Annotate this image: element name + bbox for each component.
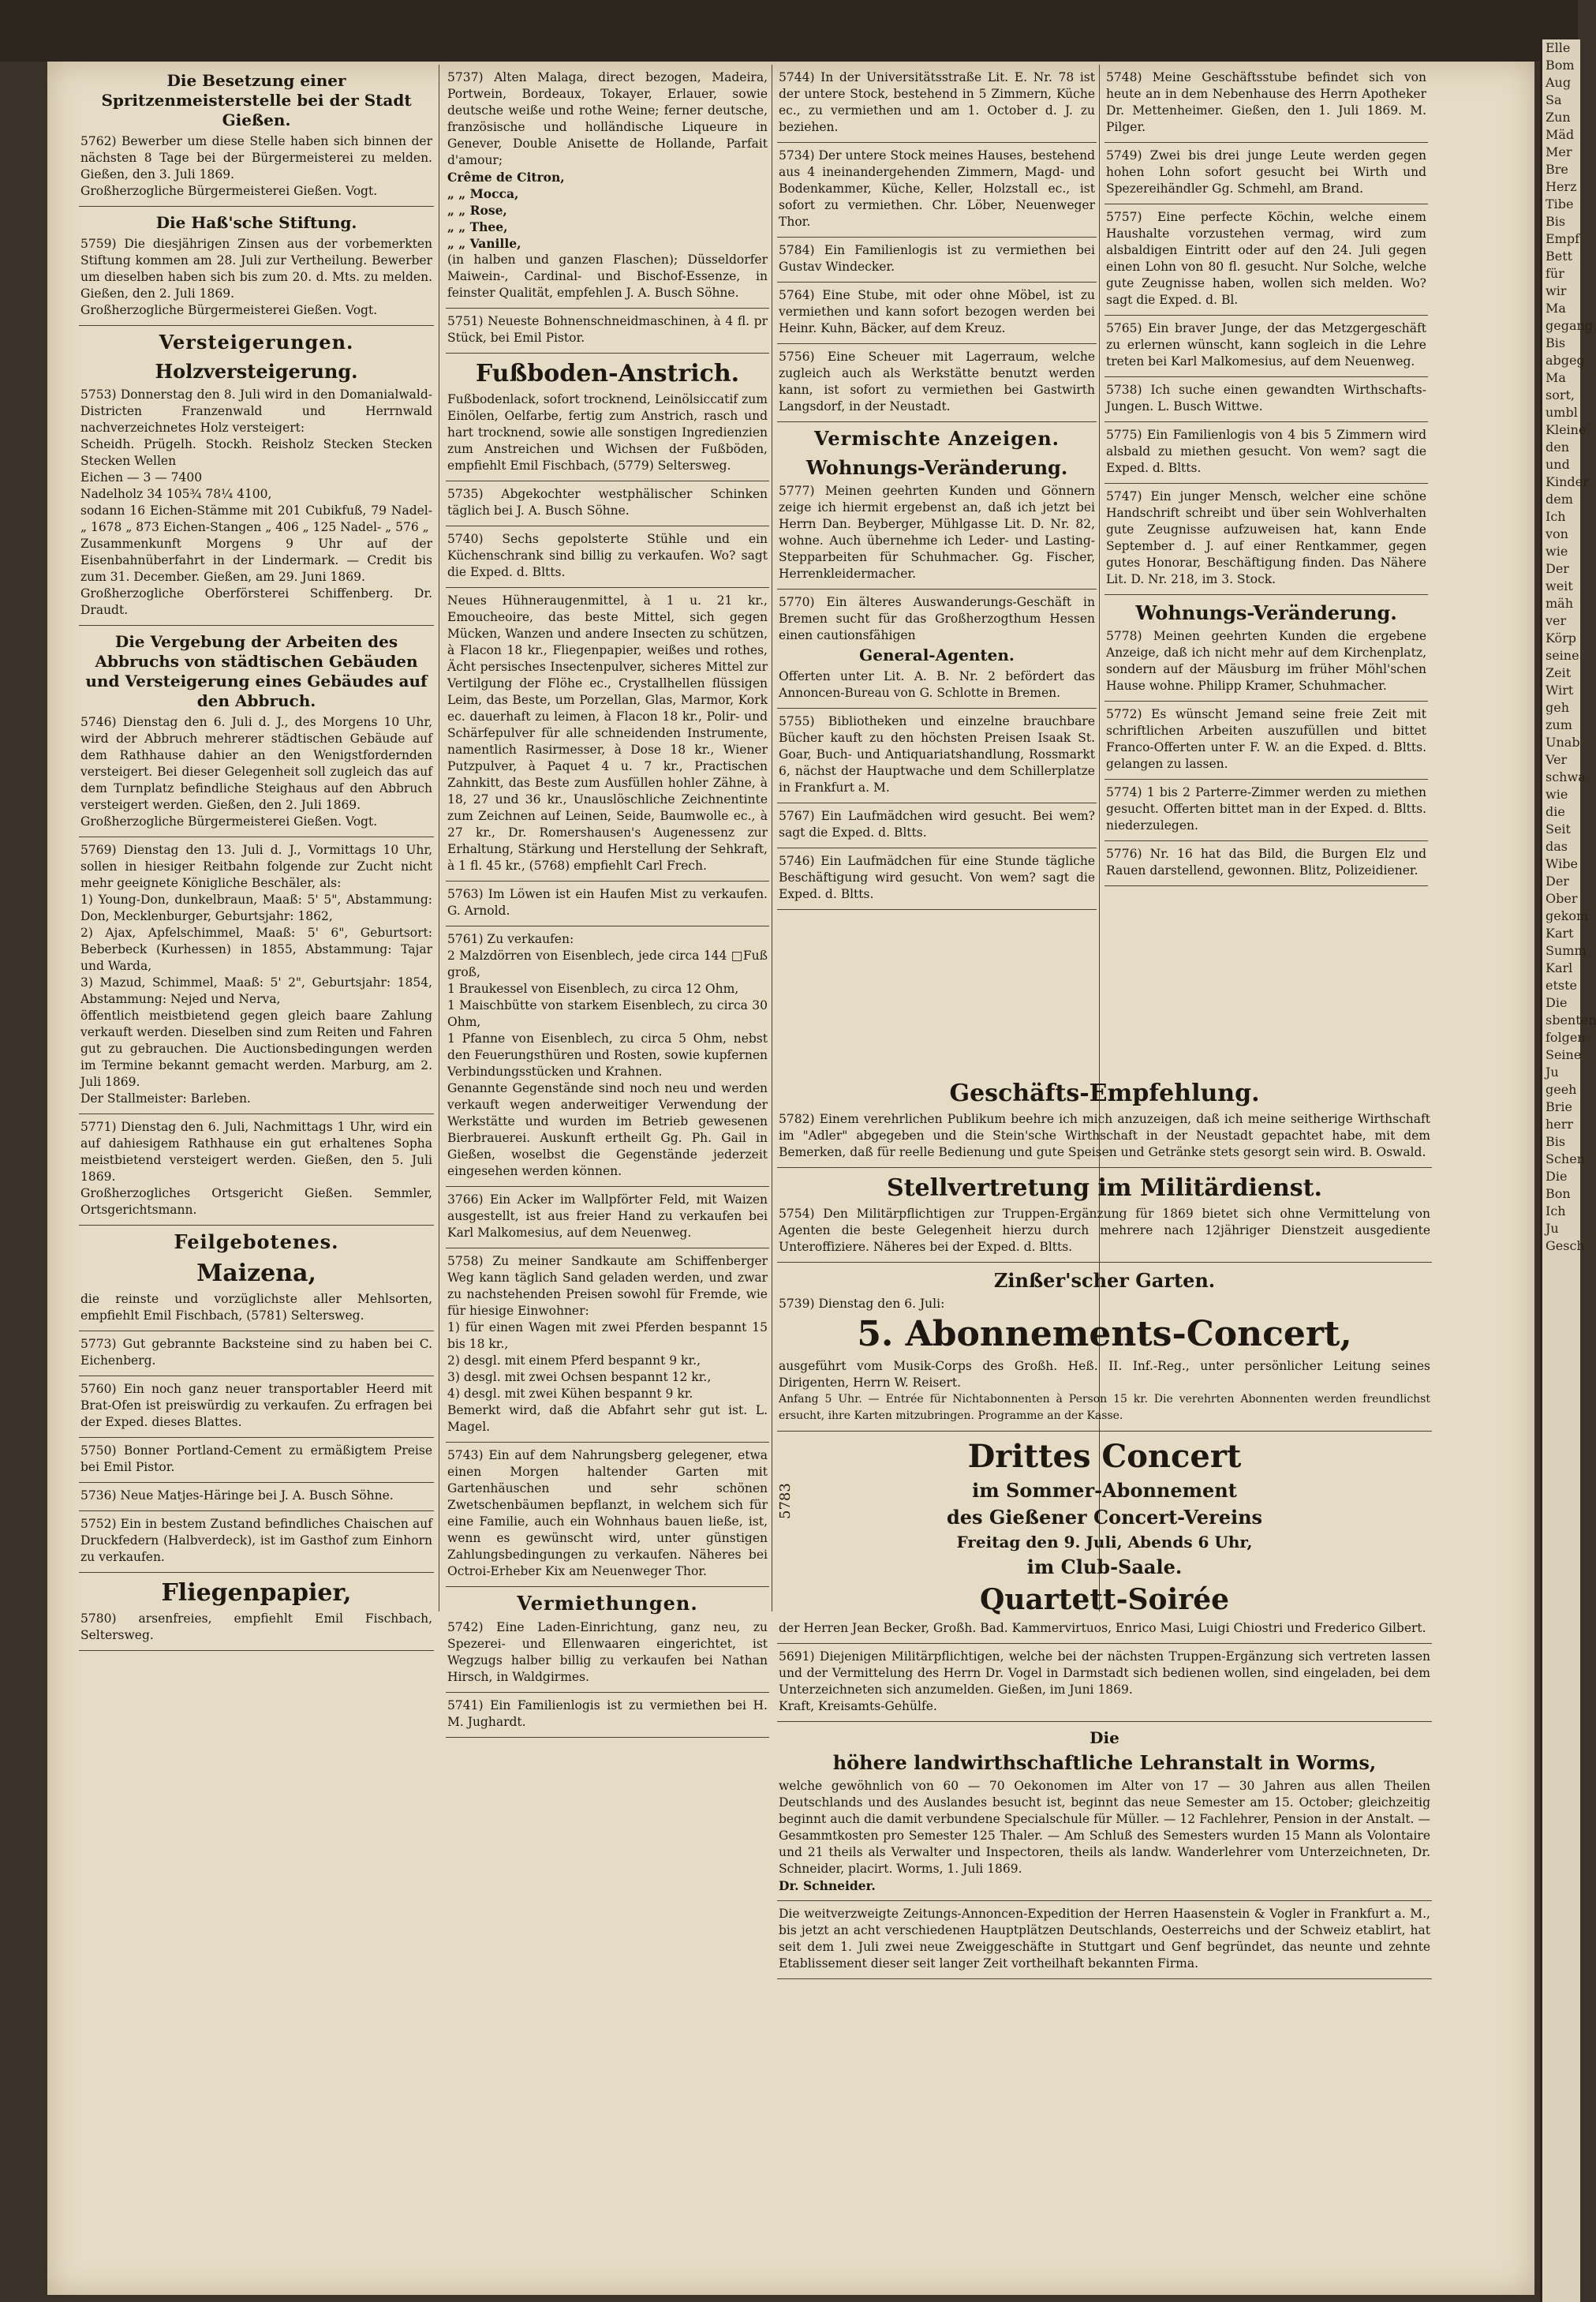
ad-chaischen xyxy=(79,1511,434,1573)
ad-geschaefts-empfehlung xyxy=(777,1073,1432,1168)
notice-text: 5746) Dienstag den 6. Juli d. J., des Morgens 10 Uhr, wird der Abbruch mehrerer städtischen Gebäude auf dem Rathhause dahier an den Wenigstfordernden versteigert. Bei dieser Gelegenheit soll zugleich das auf dem Turnplatz befindliche Steighaus auf den Abbruch versteigert werden. Gießen, den 2. Juli 1869. xyxy=(80,715,432,812)
adjacent-page-fragment: Elle xyxy=(1546,40,1571,55)
adjacent-page-fragment: Bis xyxy=(1546,1134,1566,1149)
adjacent-page-fragment: etste xyxy=(1546,978,1578,993)
ad-text: 5764) Eine Stube, mit oder ohne Möbel, ist zu vermiethen und kann sofort bezogen werden bei Heinr. Kuhn, Bäcker, auf dem Kreuz. xyxy=(779,288,1095,335)
adjacent-page-fragment: Der xyxy=(1546,561,1569,576)
ad-signature: Dr. Schneider. xyxy=(779,1878,876,1893)
adjacent-page-fragment: Sa xyxy=(1546,92,1562,107)
notice-title: Die Besetzung einer Spritzenmeisterstelle bei der Stadt Gießen. xyxy=(101,71,412,129)
ad-text: 5742) Eine Laden-Einrichtung, ganz neu, zu Spezerei- und Ellenwaaren eingerichtet, ist Wegzugs halber billig zu verkaufen bei Nathan Hirsch, in Waldgirmes. xyxy=(447,1620,768,1684)
ad-mist xyxy=(446,881,769,926)
ad-abonnements-concert xyxy=(777,1263,1432,1432)
adjacent-page-fragment: Mer xyxy=(1546,144,1572,159)
column-2 xyxy=(446,65,769,2219)
list-item: 2 Malzdörren von Eisenblech, jede circa 144 □Fuß groß, xyxy=(447,949,768,979)
adjacent-page-fragment: das xyxy=(1546,839,1568,854)
notice-text: 5771) Dienstag den 6. Juli, Nachmittags 1 Uhr, wird ein auf dahiesigem Rathhause ein gut erhaltenes Sopha meistbietend versteigert werden. Gießen, den 5. Juli 1869. xyxy=(80,1120,432,1184)
adjacent-page-fragment: ver xyxy=(1546,613,1567,628)
ad-haeringe xyxy=(79,1483,434,1511)
ad-untere-stock xyxy=(777,143,1097,238)
ad-text: 5765) Ein braver Junge, der das Metzgergeschäft zu erlernen wünscht, kann sogleich in die Lehre treten bei Karl Malkomesius, auf dem Neuenweg. xyxy=(1106,321,1426,369)
notice-signature: Großherzogliche Oberförsterei Schiffenberg. Dr. Draudt. xyxy=(80,586,432,617)
ad-bibliotheken xyxy=(777,709,1097,803)
adjacent-page-fragment: Gesch xyxy=(1546,1238,1585,1253)
ad-text: welche gewöhnlich von 60 — 70 Oekonomen im Alter von 17 — 30 Jahren aus allen Theilen Deutschlands und des Auslandes besucht ist, beginnt das neue Semester am 15. October; gleichzeitig beginnt auch die damit verbundene Specialschule für Müller. — 12 Fachlehrer, Pension in der Anstalt. — Gesammtkosten pro Semester 125 Thaler. — Am Schluß des Semesters wurden 15 Mann als Volontaire und 21 theils als Verwalter und Inspectoren, theils als landw. Wanderlehrer vom Unterzeichneten, Dr. Schneider, placirt. Worms, 1. Juli 1869. xyxy=(779,1779,1430,1876)
adjacent-page-fragment: Herz xyxy=(1546,179,1577,194)
adjacent-page-fragment: Bre xyxy=(1546,162,1568,177)
ad-drittes-concert xyxy=(777,1432,1432,1644)
notice-abbruch xyxy=(79,626,434,837)
ad-text: 5737) Alten Malaga, direct bezogen, Madeira, Portwein, Bordeaux, Tokayer, Erlauer, sowie deutsche weiße und rothe Weine; ferner deutsche, französische und holländische Liqueure in Genever, Double Anisette de Hollande, Parfait d'amour; xyxy=(447,70,768,167)
ad-title: Wohnungs-Veränderung. xyxy=(1135,601,1397,624)
notice-signature: Der Stallmeister: Barleben. xyxy=(80,1091,251,1106)
ad-text: 5741) Ein Familienlogis ist zu vermiethen bei H. M. Jughardt. xyxy=(447,1698,768,1729)
ad-text: 5735) Abgekochter westphälischer Schinken täglich bei J. A. Busch Söhne. xyxy=(447,487,768,518)
ad-text: 5775) Ein Familienlogis von 4 bis 5 Zimmern wird alsbald zu miethen gesucht. Von wem? sagt die Exped. d. Bltts. xyxy=(1106,428,1426,475)
timber-table-row: sodann 16 Eichen-Stämme mit 201 Cubikfuß, 79 Nadel- „ 1678 „ 873 Eichen-Stangen „ 406 „ 125 Nadel- „ 576 „ xyxy=(80,503,432,534)
adjacent-page-fragment: Summ xyxy=(1546,943,1587,958)
ad-text: 5736) Neue Matjes-Häringe bei J. A. Busch Söhne. xyxy=(80,1488,394,1503)
ad-text: die reinste und vorzüglichste aller Mehlsorten, empfiehlt Emil Fischbach, (5781) Seltersweg. xyxy=(80,1292,432,1323)
ad-text: 5750) Bonner Portland-Cement zu ermäßigtem Preise bei Emil Pistor. xyxy=(80,1443,432,1474)
ad-text: 5763) Im Löwen ist ein Haufen Mist zu verkaufen. G. Arnold. xyxy=(447,887,768,918)
adjacent-page-fragment: folgen xyxy=(1546,1030,1586,1045)
ad-text: Fußbodenlack, sofort trocknend, Leinölsiccatif zum Einölen, Oelfarbe, fertig zum Anstrich, rasch und hart trocknend, sowie alle sonstigen Ingredienzien zum Anstreichen und Wichsen der Fußböden, empfiehlt Emil Fischbach, (5779) Seltersweg. xyxy=(447,392,768,473)
adjacent-page-fragment: wie xyxy=(1546,787,1568,802)
adjacent-page-fragment: die xyxy=(1546,804,1565,819)
column-4 xyxy=(1104,65,1428,1091)
ad-heerd xyxy=(79,1376,434,1438)
adjacent-page-fragment: Zun xyxy=(1546,110,1571,125)
ad-text: 5774) 1 bis 2 Parterre-Zimmer werden zu miethen gesucht. Offerten bittet man in der Exped. d. Bltts. niederzulegen. xyxy=(1106,785,1426,833)
adjacent-page-fragment: Ich xyxy=(1546,1203,1566,1218)
notice-title: Holzversteigerung. xyxy=(155,360,358,383)
ad-text: 5748) Meine Geschäftsstube befindet sich von heute an in dem Nebenhause des Herrn Apotheker Dr. Mettenheimer. Gießen, den 1. Juli 1869. M. Pilger. xyxy=(1106,70,1426,134)
ad-metzger xyxy=(1104,316,1428,377)
list-item: 1 Pfanne von Eisenblech, zu circa 5 Ohm, nebst den Feuerungsthüren und Rosten, sowie kupfernen Verbindungsstücken und Krahnen. xyxy=(447,1031,768,1079)
ad-text: 5758) Zu meiner Sandkaute am Schiffenberger Weg kann täglich Sand geladen werden, und zwar zu nachstehenden Preisen sowohl für Fremde, wie für hiesige Einwohner: xyxy=(447,1254,768,1318)
ad-frech xyxy=(446,588,769,881)
ad-text: 5734) Der untere Stock meines Hauses, bestehend aus 4 ineinandergehenden Zimmern, Magd- und Bodenkammer, Küche, Keller, Holzstall ec., ist sofort zu vermiethen. Chr. Löber, Neuenweger Thor. xyxy=(779,148,1095,229)
concert-date: Dienstag den 6. Juli: xyxy=(818,1297,945,1311)
ad-text: Die weitverzweigte Zeitungs-Annoncen-Expedition der Herren Haasenstein & Vogler in Frankfurt a. M., bis jetzt an acht verschiedenen Hauptplätzen Deutschlands, Oesterreichs und der Schweiz etablirt, hat seit dem 1. Juli zwei neue Zweiggeschäfte in Stuttgart und Genf begründet, das neunte und zehnte Etablissement dieser seit langer Zeit vortheilhaft bekannten Firma. xyxy=(779,1907,1430,1971)
ad-scheuer xyxy=(777,344,1097,422)
adjacent-page-fragment: Empf xyxy=(1546,231,1580,246)
ad-windecker xyxy=(777,238,1097,283)
adjacent-page-fragment: sbenten xyxy=(1546,1013,1596,1027)
section-heading-vermischte: Vermischte Anzeigen. xyxy=(813,427,1060,450)
adjacent-page-fragment: wir xyxy=(1546,283,1567,298)
ad-title: Maizena, xyxy=(196,1260,316,1287)
ad-schmehl xyxy=(1104,143,1428,204)
list-item: „ „ Rose, xyxy=(447,203,507,218)
notice-text: Zusammenkunft Morgens 9 Uhr auf der Eisenbahnüberfahrt in der Lindermark. — Credit bis zum 31. December. Gießen, am 29. Juni 1869. xyxy=(80,537,432,584)
list-item: 1 Maischbütte von starkem Eisenblech, zu circa 30 Ohm, xyxy=(447,998,768,1029)
ad-fliegenpapier xyxy=(79,1573,434,1651)
ad-text: 5761) Zu verkaufen: xyxy=(447,932,574,946)
adjacent-page-fragment: Bett xyxy=(1546,249,1573,264)
column-3 xyxy=(777,65,1097,1091)
ad-text: 5740) Sechs gepolsterte Stühle und ein Küchenschrank sind billig zu verkaufen. Wo? sagt die Exped. d. Bltts. xyxy=(447,532,768,579)
page-number: 5783 xyxy=(777,1483,794,1519)
ad-text: 5777) Meinen geehrten Kunden und Gönnern zeige ich hiermit ergebenst an, daß ich jetzt bei Herrn Dan. Beyberger, Mühlgasse Lit. D. Nr. 82, wohne. Auch übernehme ich Leder- und Lasting-Stepparbeiten für Schuhmacher. Gg. Fischer, Herrenkleidermacher. xyxy=(779,484,1095,581)
ad-stube xyxy=(777,283,1097,344)
list-item: „ „ Thee, xyxy=(447,219,508,234)
ad-brauerei xyxy=(446,926,769,1187)
adjacent-page-fragment: Bis xyxy=(1546,335,1566,350)
wide-ads-block xyxy=(777,1073,1432,1979)
ad-universitaet xyxy=(777,65,1097,143)
ad-text: 5784) Ein Familienlogis ist zu vermiethen bei Gustav Windecker. xyxy=(779,243,1095,274)
notice-signature: Großherzogliches Ortsgericht Gießen. Semmler, Ortsgerichtsmann. xyxy=(80,1186,432,1217)
ad-laufmaedchen-1 xyxy=(777,803,1097,848)
adjacent-page-fragment: seine xyxy=(1546,648,1579,663)
ad-title: höhere landwirthschaftliche Lehranstalt in Worms, xyxy=(832,1751,1377,1774)
adjacent-page-fragment: Kart xyxy=(1546,926,1574,941)
concert-date: Freitag den 9. Juli, Abends 6 Uhr, xyxy=(956,1533,1253,1552)
notice-text: 5759) Die diesjährigen Zinsen aus der vorbemerkten Stiftung kommen am 28. Juli zur Vertheilung. Bewerber um dieselben haben sich bis zum 20. d. Mts. zu melden. Gießen, den 2. Juli 1869. xyxy=(80,237,432,301)
ad-text: 5746) Ein Laufmädchen für eine Stunde tägliche Beschäftigung wird gesucht. Von wem? sagt die Exped. d. Bltts. xyxy=(779,854,1095,901)
adjacent-page-fragment: für xyxy=(1546,266,1564,281)
notice-hass-stiftung xyxy=(79,207,434,326)
ad-text: 5738) Ich suche einen gewandten Wirthschafts-Jungen. L. Busch Wittwe. xyxy=(1106,383,1426,414)
ad-pilger xyxy=(1104,65,1428,143)
ad-title: Fliegenpapier, xyxy=(161,1579,352,1607)
adjacent-page-fragment: Bon xyxy=(1546,1186,1571,1201)
ad-text: 5749) Zwei bis drei junge Leute werden gegen hohen Lohn sofort gesucht bei Wirth und Spezereihändler Gg. Schmehl, am Brand. xyxy=(1106,148,1426,196)
ad-title: Zinßer'scher Garten. xyxy=(993,1269,1216,1292)
adjacent-page-fragment: Wibe xyxy=(1546,856,1578,871)
ad-text: 5780) arsenfreies, empfiehlt Emil Fischbach, Seltersweg. xyxy=(80,1611,432,1642)
notice-title: Die Vergebung der Arbeiten des Abbruchs von städtischen Gebäuden und Versteigerung eines Gebäudes auf den Abbruch. xyxy=(85,632,428,710)
list-item: 2) desgl. mit einem Pferd bespannt 9 kr., xyxy=(447,1353,701,1368)
ad-stuehle xyxy=(446,526,769,588)
ad-maizena xyxy=(79,1253,434,1331)
ad-fussboden xyxy=(446,354,769,481)
ad-koechin xyxy=(1104,204,1428,316)
ad-familienlogis-gesucht xyxy=(1104,422,1428,484)
scan-border xyxy=(0,0,1578,62)
list-item: 1) für einen Wagen mit zwei Pferden bespannt 15 bis 18 kr., xyxy=(447,1320,768,1351)
adjacent-page-fragment: Tibe xyxy=(1546,197,1574,211)
notice-text: 5762) Bewerber um diese Stelle haben sich binnen der nächsten 8 Tage bei der Bürgermeisterei zu melden. Gießen, den 3. Juli 1869. xyxy=(80,134,432,182)
adjacent-page-fragment: Schen xyxy=(1546,1151,1585,1166)
adjacent-page-fragment: zum xyxy=(1546,717,1572,732)
ad-text: 5754) Den Militärpflichtigen zur Truppen-Ergänzung für 1869 bietet sich ohne Vermittelung von Agenten die beste Gelegenheit hierzu durch mehrere nach 12jähriger Dienstzeit ausgediente Unteroffiziere. Näheres bei der Exped. d. Bltts. xyxy=(779,1207,1430,1254)
concert-title: Drittes Concert xyxy=(967,1438,1242,1475)
adjacent-page-fragment: Kinder xyxy=(1546,474,1589,489)
adjacent-page-fragment: Ma xyxy=(1546,370,1566,385)
ad-text: 5757) Eine perfecte Köchin, welche einem Haushalte vorzustehen vermag, wird zum alsbaldigen Eintritt oder auf den 24. Juli gegen einen Lohn von 80 fl. gesucht. Nur Solche, welche gute Zeugnisse haben, wollen sich melden. Wo? sagt die Exped. d. Bl. xyxy=(1106,210,1426,307)
adjacent-page-fragment: gegang xyxy=(1546,318,1594,333)
adjacent-page-fragment: Wirt xyxy=(1546,683,1574,698)
ad-text: 5776) Nr. 16 hat das Bild, die Burgen Elz und Rauen darstellend, gewonnen. Blitz, Polizeidiener. xyxy=(1106,847,1426,878)
adjacent-page-fragment: Unab xyxy=(1546,735,1580,750)
list-item: 1 Braukessel von Eisenblech, zu circa 12 Ohm, xyxy=(447,982,739,996)
concert-subtitle: im Sommer-Abonnement xyxy=(972,1479,1237,1502)
ad-text: 5770) Ein älteres Auswanderungs-Geschäft in Bremen sucht für das Großherzogthum Hessen einen cautionsfähigen xyxy=(779,595,1095,642)
ad-text: 5772) Es wünscht Jemand seine freie Zeit mit schriftlichen Arbeiten auszufüllen und bittet Franco-Offerten unter F. W. an die Exped. d. Bltts. gelangen zu lassen. xyxy=(1106,707,1426,771)
adjacent-page-fragment: Die xyxy=(1546,995,1568,1010)
adjacent-page-fragment: den xyxy=(1546,440,1570,455)
adjacent-page-fragment: Seine xyxy=(1546,1047,1582,1062)
adjacent-page-fragment: sort, xyxy=(1546,387,1575,402)
ad-schriftliche-arbeiten xyxy=(1104,702,1428,780)
ad-title: General-Agenten. xyxy=(859,646,1015,664)
ad-title: Wohnungs-Veränderung. xyxy=(805,456,1068,479)
adjacent-page-fragment: Bis xyxy=(1546,214,1566,229)
notice-signature: Großherzogliche Bürgermeisterei Gießen. Vogt. xyxy=(80,814,378,829)
ad-laufmaedchen-2 xyxy=(777,848,1097,910)
concert-subtitle: des Gießener Concert-Vereins xyxy=(946,1506,1263,1529)
ad-number: 5739) xyxy=(779,1297,815,1311)
timber-table-row: Eichen — 3 — 7400 xyxy=(80,470,203,485)
notice-text: öffentlich meistbietend gegen gleich baare Zahlung verkauft werden. Dieselben sind zum Reiten und Fahren gut zu gebrauchen. Die Auctionsbedingungen werden im Termine bekannt gemacht werden. Marburg, am 2. Juli 1869. xyxy=(80,1009,432,1089)
adjacent-page-fragment: herr xyxy=(1546,1117,1574,1132)
ad-junger-mensch xyxy=(1104,484,1428,595)
list-item: 2) Ajax, Apfelschimmel, Maaß: 5' 6", Geburtsort: Beberbeck (Kurhessen) in 1855, Abstammung: Tajar und Warda, xyxy=(80,926,432,973)
ad-text: 5778) Meinen geehrten Kunden die ergebene Anzeige, daß ich nicht mehr auf dem Kirchenplatz, sondern auf der Mäusburg im früher Möhl'schen Hause wohne. Philipp Kramer, Schuhmacher. xyxy=(1106,629,1426,693)
ad-militaerpflichtige xyxy=(777,1644,1432,1722)
adjacent-page-fragment: schwa xyxy=(1546,769,1586,784)
notice-holzversteigerung xyxy=(79,354,434,626)
adjacent-page-fragment: Körp xyxy=(1546,631,1577,646)
list-item: 1) Young-Don, dunkelbraun, Maaß: 5' 5", Abstammung: Don, Mecklenburger, Geburtsjahr: 1862, xyxy=(80,893,432,923)
ad-familienlogis xyxy=(446,1693,769,1738)
ad-weine xyxy=(446,65,769,309)
ad-wohnung-kramer xyxy=(1104,595,1428,702)
ad-text: 5751) Neueste Bohnenschneidmaschinen, à 4 fl. pr Stück, bei Emil Pistor. xyxy=(447,314,768,345)
ad-general-agent xyxy=(777,590,1097,709)
ad-text: 5773) Gut gebrannte Backsteine sind zu haben bei C. Eichenberg. xyxy=(80,1337,432,1368)
ad-text: 3766) Ein Acker im Wallpförter Feld, mit Waizen ausgestellt, ist aus freier Hand zu verkaufen bei Karl Malkomesius, auf dem Neuenweg. xyxy=(447,1192,768,1240)
ad-sandkaute xyxy=(446,1248,769,1443)
ad-wirthschafts-junge xyxy=(1104,377,1428,422)
ad-lehranstalt-worms xyxy=(777,1722,1432,1901)
ad-title: Geschäfts-Empfehlung. xyxy=(949,1080,1260,1107)
ad-parterre-zimmer xyxy=(1104,780,1428,841)
ad-garten xyxy=(446,1443,769,1587)
adjacent-page-fragment: Karl xyxy=(1546,960,1573,975)
concert-title-2: Quartett-Soirée xyxy=(979,1583,1230,1616)
concert-title: 5. Abonnements-Concert, xyxy=(857,1314,1352,1354)
list-item: „ „ Mocca, xyxy=(447,186,519,201)
ad-text: 5744) In der Universitätsstraße Lit. E. Nr. 78 ist der untere Stock, bestehend in 5 Zimmern, Küche ec., zu vermiethen und am 1. October d. J. zu beziehen. xyxy=(779,70,1095,134)
ad-bild-gewonnen xyxy=(1104,841,1428,886)
notice-signature: Großherzogliche Bürgermeisterei Gießen. Vogt. xyxy=(80,184,378,198)
adjacent-page-fragment: umbl xyxy=(1546,405,1578,420)
ad-text: 5747) Ein junger Mensch, welcher eine schöne Handschrift schreibt und über sein Wohlverhalten gute Zeugnisse aufzuweisen hat, kann Ende September d. J. auf einer Rentkammer, gegen gutes Honorar, Beschäftigung finden. Das Nähere Lit. D. Nr. 218, im 3. Stock. xyxy=(1106,489,1426,586)
ad-text: (in halben und ganzen Flaschen); Düsseldorfer Maiwein-, Cardinal- und Bischof-Essenze, in feinster Qualität, empfehlen J. A. Busch Söhne. xyxy=(447,253,768,300)
adjacent-page-fragment: Ver xyxy=(1546,752,1568,767)
list-item: Crême de Citron, xyxy=(447,170,565,185)
adjacent-page-fragment: dem xyxy=(1546,492,1573,507)
ad-acker xyxy=(446,1187,769,1248)
ad-title: Fußboden-Anstrich. xyxy=(475,360,740,387)
adjacent-page-fragment: gekom xyxy=(1546,908,1589,923)
adjacent-page-fragment: Der xyxy=(1546,874,1569,889)
ad-bohnenschneid xyxy=(446,309,769,354)
ad-laden xyxy=(446,1615,769,1693)
ad-wohnung-fischer xyxy=(777,450,1097,590)
notice-text: 5753) Donnerstag den 8. Juli wird in den Domanialwald-Districten Franzenwald und Herrnwald nachverzeichnetes Holz versteigert: xyxy=(80,387,432,435)
ad-text: Bemerkt wird, daß die Abfahrt sehr gut ist. L. Magel. xyxy=(447,1403,768,1434)
adjacent-page-fragment: Ju xyxy=(1546,1221,1559,1236)
notice-title: Die Haß'sche Stiftung. xyxy=(155,213,357,232)
adjacent-page-fragment: von xyxy=(1546,526,1568,541)
ad-stellvertretung xyxy=(777,1168,1432,1263)
list-item: 3) Mazud, Schimmel, Maaß: 5' 2", Geburtsjahr: 1854, Abstammung: Nejed und Nerva, xyxy=(80,975,432,1006)
adjacent-page-fragment: mäh xyxy=(1546,596,1574,611)
ad-text: Neues Hühneraugenmittel, à 1 u. 21 kr., Emoucheoire, das beste Mittel, sich gegen Mücken, Wanzen und andere Insecten zu schützen, à Flacon 18 kr., Fliegenpapier, weißes und rothes, Ächt persisches Insectenpulver, sicheres Mittel zur Vertilgung der Flöhe ec., Crystallhellen flüssigen Leim, das Beste, um Porzellan, Glas, Marmor, Kork ec. dauerhaft zu leimen, à Flacon 18 kr., Polir- und Schärfepulver für alle schneidenden Instrumente, namentlich Rasirmesser, à Dose 18 kr., Wiener Putzpulver, à Paquet 4 u. 7 kr., Practischen Zahnkitt, das Beste zum Ausfüllen hohler Zähne, à 18, 27 und 36 kr., Unauslöschliche Zeichnentinte zum Zeichnen auf Leinen, Seide, Baumwolle ec., à 27 kr., Dr. Romershausen's Augenessenz zur Erhaltung, Stärkung und Herstellung der Sehkraft, à 1 fl. 45 kr., (5768) empfiehlt Carl Frech. xyxy=(447,593,768,873)
notice-sopha xyxy=(79,1114,434,1226)
ad-text: der Herren Jean Becker, Großh. Bad. Kammervirtuos, Enrico Masi, Luigi Chiostri und Frederico Gilbert. xyxy=(779,1621,1426,1635)
ad-text: 5691) Diejenigen Militärpflichtigen, welche bei der nächsten Truppen-Ergänzung sich vertreten lassen und der Vermittelung des Herrn Dr. Vogel in Darmstadt sich bedienen wollen, sind eingeladen, bei dem Unterzeichneten sich anzumelden. Gießen, im Juni 1869. xyxy=(779,1649,1430,1697)
notice-beschaeler xyxy=(79,837,434,1114)
adjacent-page-fragment: Die xyxy=(1546,1169,1568,1184)
ad-text: 5767) Ein Laufmädchen wird gesucht. Bei wem? sagt die Exped. d. Bltts. xyxy=(779,809,1095,840)
ad-small-text: Anfang 5 Uhr. — Entrée für Nichtabonnenten à Person 15 kr. Die verehrten Abonnenten werden freundlichst ersucht, ihre Karten mitzubringen. Programme an der Kasse. xyxy=(779,1393,1430,1422)
adjacent-page-fragment: und xyxy=(1546,457,1570,472)
adjacent-page-fragment: geh xyxy=(1546,700,1570,715)
adjacent-page-fragment: Ma xyxy=(1546,301,1566,316)
ad-text xyxy=(779,1296,1430,1312)
adjacent-page-fragment: Mäd xyxy=(1546,127,1575,142)
adjacent-page-fragment: Seit xyxy=(1546,822,1571,837)
ad-haasenstein-vogler xyxy=(777,1901,1432,1979)
adjacent-page-fragment: wie xyxy=(1546,544,1568,559)
ad-head: Die xyxy=(1090,1728,1119,1747)
notice-spritzenmeister xyxy=(79,65,434,207)
ad-backsteine xyxy=(79,1331,434,1376)
ad-schinken xyxy=(446,481,769,526)
ad-text: 5755) Bibliotheken und einzelne brauchbare Bücher kauft zu den höchsten Preisen Isaak St. Goar, Buch- und Antiquariatshandlung, Rossmarkt 6, nächst der Hauptwache und dem Schillerplatze in Frankfurt a. M. xyxy=(779,714,1095,795)
ad-text: ausgeführt vom Musik-Corps des Großh. Heß. II. Inf.-Reg., unter persönlicher Leitung seines Dirigenten, Herrn W. Reisert. xyxy=(779,1359,1430,1390)
adjacent-page-fragment: Bom xyxy=(1546,58,1575,73)
adjacent-page-fragment: abgeg xyxy=(1546,353,1585,368)
adjacent-page-fragment: geeh xyxy=(1546,1082,1577,1097)
section-heading-vermiethungen: Vermiethungen. xyxy=(517,1592,698,1615)
list-item: 4) desgl. mit zwei Kühen bespannt 9 kr. xyxy=(447,1387,693,1401)
section-heading-versteigerungen: Versteigerungen. xyxy=(159,331,354,354)
ad-text: 5743) Ein auf dem Nahrungsberg gelegener, etwa einen Morgen haltender Garten mit Gartenhäuschen und sehr schönen Zwetschenbäumen bepflanzt, in welchem sich für eine Familie, auch ein Wohnhaus bauen ließe, ist, wenn es gewünscht wird, unter günstigen Zahlungsbedingungen zu verkaufen. Näheres bei Octroi-Erheber Kix am Neuenweger Thor. xyxy=(447,1448,768,1578)
list-item: „ „ Vanille, xyxy=(447,236,521,251)
column-1 xyxy=(79,65,434,2219)
ad-text: Offerten unter Lit. A. B. Nr. 2 befördert das Annoncen-Bureau von G. Schlotte in Bremen. xyxy=(779,669,1095,700)
adjacent-page-fragment: Zeit xyxy=(1546,665,1572,680)
adjacent-page-fragment: Ju xyxy=(1546,1065,1559,1080)
section-heading-feilgebotenes: Feilgebotenes. xyxy=(174,1230,339,1253)
adjacent-page-fragment: Brie xyxy=(1546,1099,1572,1114)
timber-table-row: Scheidh. Prügelh. Stockh. Reisholz Stecken Stecken Stecken Wellen xyxy=(80,437,432,468)
ad-text: 5782) Einem verehrlichen Publikum beehre ich mich anzuzeigen, daß ich meine seitherige Wirthschaft im "Adler" abgegeben und die Stein'sche Wirthschaft in der Neustadt gepachtet habe, mit dem Bemerken, daß für reelle Bedienung und gute Speisen und Getränke stets gesorgt sein wird. B. Oswald. xyxy=(779,1112,1430,1159)
ad-title: Stellvertretung im Militärdienst. xyxy=(887,1174,1322,1202)
ad-text: 5760) Ein noch ganz neuer transportabler Heerd mit Brat-Ofen ist preiswürdig zu verkaufen. Zu erfragen bei der Exped. dieses Blattes. xyxy=(80,1382,432,1429)
notice-signature: Großherzogliche Bürgermeisterei Gießen. Vogt. xyxy=(80,303,378,317)
adjacent-page-fragment: Aug xyxy=(1546,75,1572,90)
adjacent-page-fragment: Kleine xyxy=(1546,422,1587,437)
ad-signature: Kraft, Kreisamts-Gehülfe. xyxy=(779,1699,937,1713)
notice-text: 5769) Dienstag den 13. Juli d. J., Vormittags 10 Uhr, sollen in hiesiger Reitbahn folgende zur Zucht nicht mehr geeignete Königliche Beschäler, als: xyxy=(80,843,432,890)
adjacent-page-fragment: Ober xyxy=(1546,891,1578,906)
adjacent-page-fragment: Ich xyxy=(1546,509,1566,524)
ad-text: Genannte Gegenstände sind noch neu und werden verkauft wegen anderweitiger Verwendung der Werkstätte und wurden im Betrieb gewesenen Bierbrauerei. Auskunft ertheilt Gg. Ph. Gail in Gießen, woselbst die Gegenstände jederzeit eingesehen werden können. xyxy=(447,1081,768,1178)
adjacent-page-fragment: weit xyxy=(1546,578,1573,593)
list-item: 3) desgl. mit zwei Ochsen bespannt 12 kr., xyxy=(447,1370,712,1384)
adjacent-page-strip xyxy=(1540,39,1596,2302)
ad-text: 5756) Eine Scheuer mit Lagerraum, welche zugleich auch als Werkstätte benutzt werden kann, ist sofort zu vermiethen bei Gastwirth Langsdorf, in der Neustadt. xyxy=(779,350,1095,414)
concert-place: im Club-Saale. xyxy=(1026,1555,1183,1578)
ad-text: 5752) Ein in bestem Zustand befindliches Chaischen auf Druckfedern (Halbverdeck), ist im Gasthof zum Einhorn zu verkaufen. xyxy=(80,1517,432,1564)
ad-cement xyxy=(79,1438,434,1483)
timber-table-row: Nadelholz 34 105¾ 78¼ 4100, xyxy=(80,487,272,501)
